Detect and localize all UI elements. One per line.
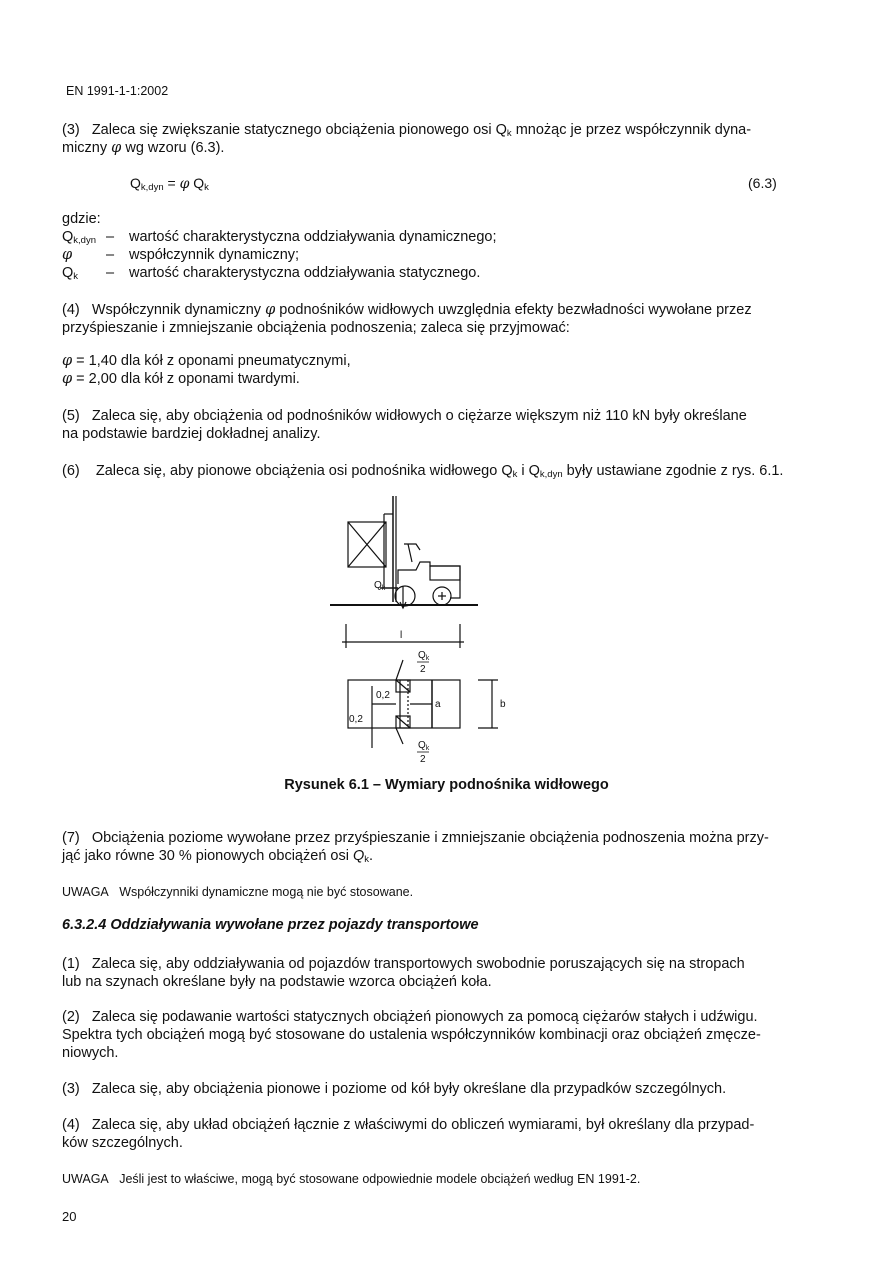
section-paragraph-4: (4) Zaleca się, aby układ obciążeń łącznie z właściwymi do obliczeń wymiarami, był określany dla przypad- ków szczególnych. [62,1117,755,1151]
b-label: b [500,699,506,710]
half-qk-bottom-den: 2 [420,754,426,764]
paragraph-3-line-1: (3) Zaleca się zwiększanie statycznego obciążenia pionowego osi $Q_k$ mnożąc je przez współczynnik dyna- [62,122,752,139]
phi-value-item: φ = 2,00 dla kół z oponami twardymi. [62,371,300,387]
section-paragraph-2: (2) Zaleca się podawanie wartości statycznych obciążeń pionowych za pomocą ciężarów stałych i udźwigu. Spektra tych obciążeń mogą być stosowane do ustalenia współczynników kombinacji oraz obciążeń zmęcze- niowych. [62,1009,761,1061]
a-label: a [435,699,441,710]
section-paragraph-3: (3) Zaleca się, aby obciążenia pionowe i poziome od kół były określane dla przypadków szczególnych. [62,1081,727,1097]
paragraph-7: (7) Obciążenia poziome wywołane przez przyśpieszanie i zmniejszanie obciążenia podnoszenia można przy- jąć jako równe 30 % pionowych obciążeń osi $Q_k$. [62,830,769,865]
half-qk-top-num: $Q_k$ [418,650,430,662]
phi-value-item: φ = 1,40 dla kół z oponami pneumatycznymi, [62,353,351,369]
dim-0-2-inner: 0,2 [376,690,390,701]
document-header: EN 1991-1-1:2002 [66,84,169,98]
section-heading: 6.3.2.4 Oddziaływania wywołane przez pojazdy transportowe [62,917,479,933]
note-2: UWAGA Jeśli jest to właściwe, mogą być stosowane odpowiednie modele obciążeń według EN 1991-2. [62,1172,641,1186]
forklift-figure [320,492,520,764]
dim-0-2-outer: 0,2 [349,714,363,725]
where-label: gdzie: [62,211,101,227]
section-paragraph-1: (1) Zaleca się, aby oddziaływania od pojazdów transportowych swobodnie poruszających się na stropach lub na szynach określane były na podstawie wzorca obciążeń koła. [62,956,745,990]
half-qk-top-den: 2 [420,664,426,675]
paragraph-6: (6) Zaleca się, aby pionowe obciążenia osi podnośnika widłowego $Q_k$ i $Q_{k,dyn}$ były ustawiane zgodnie z rys. 6.1. [62,463,784,480]
paragraph-4: (4) Współczynnik dynamiczny φ podnośników widłowych uwzględnia efekty bezwładności wywołane przez przyśpieszanie i zmniejszanie obciążenia podnoszenia; zaleca się przyjmować: [62,302,752,336]
phi-values [62,352,802,388]
qk-label: $Q_k$ [374,580,386,592]
page-number: 20 [62,1209,77,1224]
l-label: l [400,630,403,641]
paragraph-3 [62,121,802,157]
equation-6-3: $Q_{k,dyn} = \varphi$ $Q_k$ [130,175,209,193]
document-page: EN 1991-1-1:2002 (3) Zaleca się zwiększanie statycznego obciążenia pionowego osi $Q_k$ mnożąc je przez współczynnik dyna- miczny φ wg wzoru (6.3). $Q_{k,dyn} = \varphi$ $Q_k$ (6.3) gdzie: $Q_{k,dyn}$ – wartość charakterystyczna oddziaływania dynamicznego; φ – współczynnik dynamiczny; $Q_k$ – wartość charakterystyczna oddziaływania statycznego. (4) Współczynnik dynamiczny φ podnośników widłowych uwzględnia efekty bezwładności wywołane przez przyśpieszanie i zmniejszanie obciążenia podnoszenia; zaleca się przyjmować: φ = 1,40 dla kół z oponami pneumatycznymi, φ = 2,00 dla kół z oponami twardymi. (5) Zaleca się, aby obciążenia od podnośników widłowych o ciężarze większym niż 110 kN były określane na podstawie bardziej dokładnej analizy. (6) Zaleca się, aby pionowe obciążenia osi podnośnika widłowego $Q_k$ i $Q_{k,dyn}$ były ustawiane zgodnie z rys. 6.1. $Q_k$ l $Q_k$ 2 0,2 0,2 a b $Q_k$ 2 Rysunek 6.1 – Wymiary podnośnika widłowego (7) Obciążenia poziome wywołane przez przyśpieszanie i zmniejszanie obciążenia podnoszenia można przy- jąć jako równe 30 % pionowych obciążeń osi $Q_k$. UWAGA Współczynniki dynamiczne mogą nie być stosowane. 6.3.2.4 Oddziaływania wywołane przez pojazdy transportowe (1) Zaleca się, aby oddziaływania od pojazdów transportowych swobodnie poruszających się na stropach lub na szynach określane były na podstawie wzorca obciążeń koła. (2) Zaleca się podawanie wartości statycznych obciążeń pionowych za pomocą ciężarów stałych i udźwigu. Spektra tych obciążeń mogą być stosowane do ustalenia współczynników kombinacji oraz obciążeń zmęcze- niowych. (3) Zaleca się, aby obciążenia pionowe i poziome od kół były określane dla przypadków szczególnych. (4) Zaleca się, aby układ obciążeń łącznie z właściwymi do obliczeń wymiarami, był określany dla przypad- ków szczególnych. UWAGA Jeśli jest to właściwe, mogą być stosowane odpowiednie modele obciążeń według EN 1991-2. 20 [0,0,893,1263]
half-qk-bottom-num: $Q_k$ [418,740,430,752]
paragraph-5: (5) Zaleca się, aby obciążenia od podnośników widłowych o ciężarze większym niż 110 kN były określane na podstawie bardziej dokładnej analizy. [62,408,747,442]
equation-number: (6.3) [748,175,777,191]
paragraph-3-line-2: miczny φ wg wzoru (6.3). [62,140,225,156]
note-1: UWAGA Współczynniki dynamiczne mogą nie być stosowane. [62,885,414,899]
figure-caption: Rysunek 6.1 – Wymiary podnośnika widłowego [284,777,609,793]
